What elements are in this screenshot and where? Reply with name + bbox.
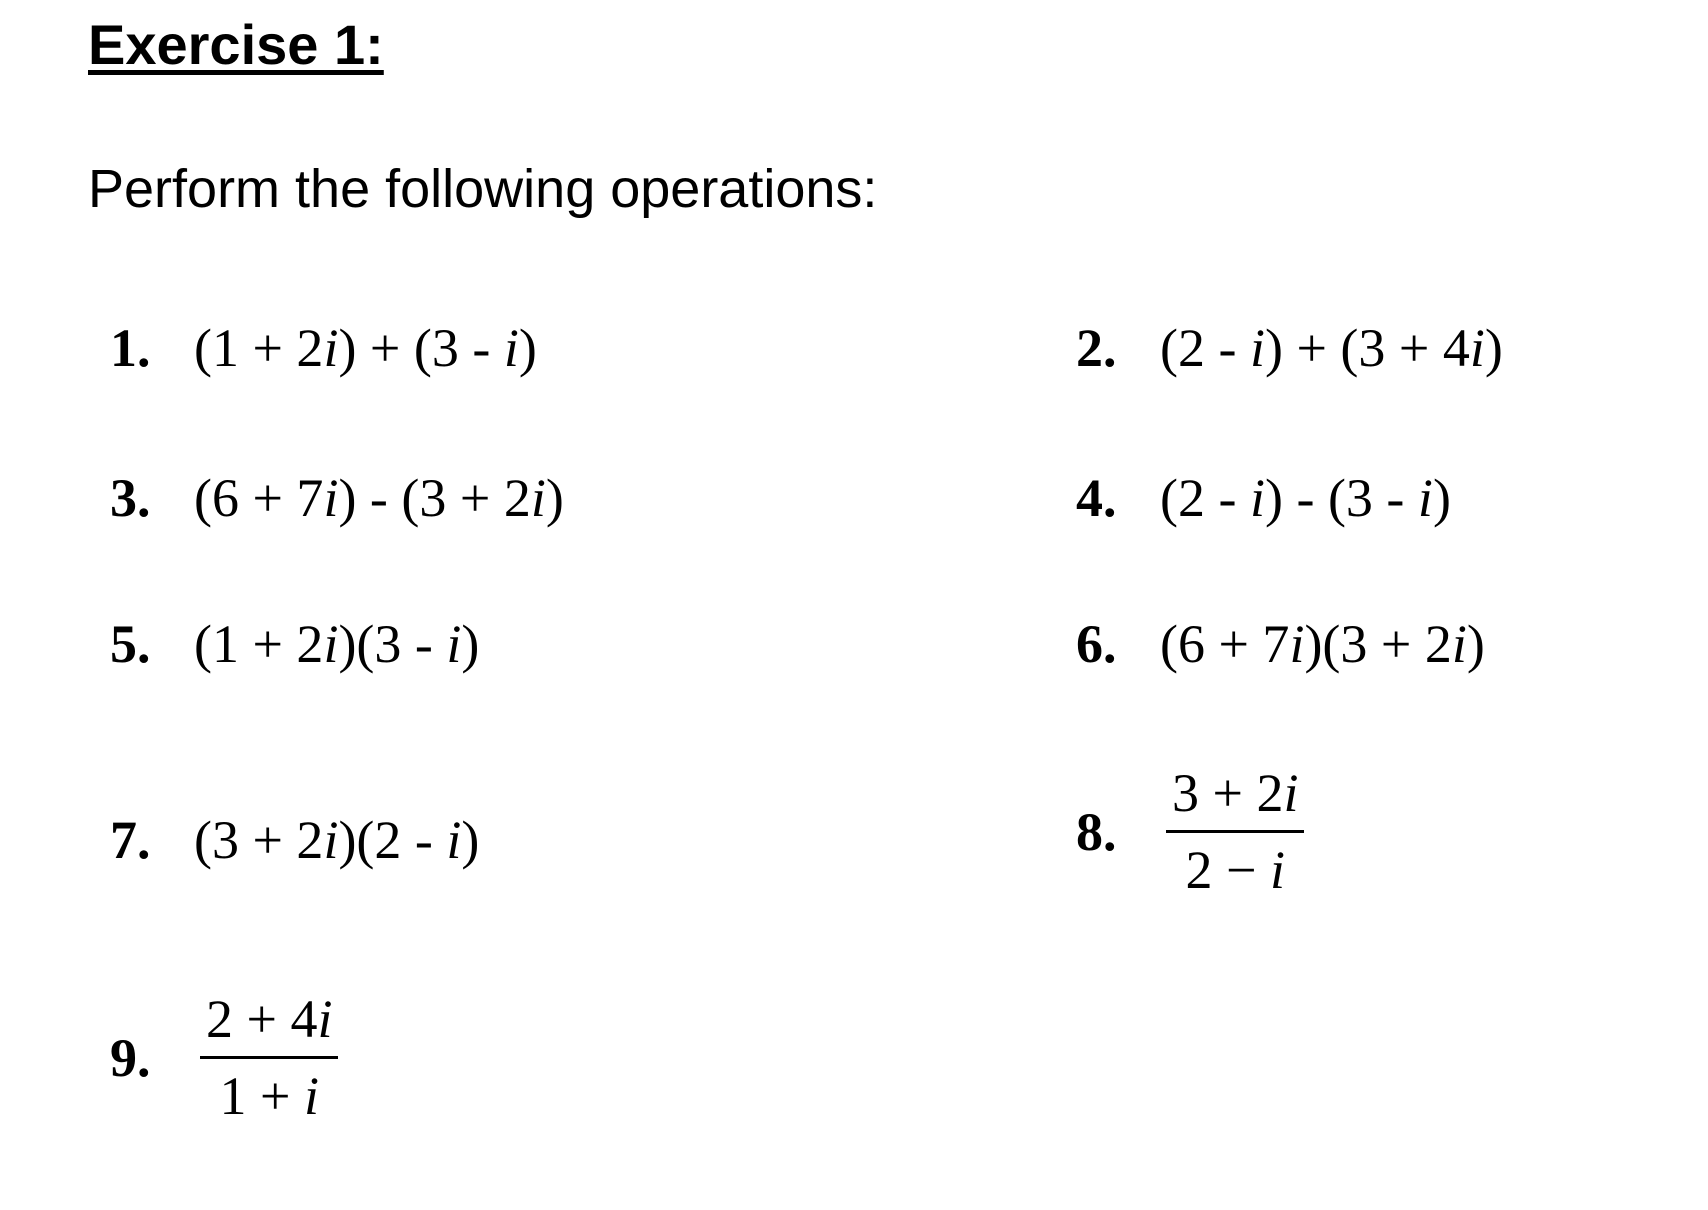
problem-number: 7. (110, 810, 151, 870)
problem-expression: (1 + 2i)(3 - i) (194, 614, 480, 674)
exercise-title: Exercise 1: (88, 13, 384, 76)
problem-8 (1076, 762, 1304, 901)
instruction-text: Perform the following operations: (88, 159, 878, 219)
problem-7 (110, 808, 479, 872)
problem-2 (1076, 316, 1503, 380)
problem-expression: (1 + 2i) + (3 - i) (194, 318, 537, 378)
problem-3 (110, 466, 564, 530)
problem-6 (1076, 612, 1485, 676)
problem-number: 8. (1076, 801, 1117, 862)
problem-number: 6. (1076, 614, 1117, 674)
problem-expression: (2 - i) + (3 + 4i) (1160, 318, 1503, 378)
problem-number: 4. (1076, 468, 1117, 528)
problem-expression: (2 - i) - (3 - i) (1160, 468, 1451, 528)
problem-number: 2. (1076, 318, 1117, 378)
fraction-numerator: 3 + 2i (1172, 763, 1299, 823)
problem-4 (1076, 466, 1451, 530)
problem-number: 1. (110, 318, 151, 378)
fraction-numerator: 2 + 4i (206, 989, 333, 1049)
problem-expression: (3 + 2i)(2 - i) (194, 810, 480, 870)
problem-number: 3. (110, 468, 151, 528)
problem-expression: (6 + 7i)(3 + 2i) (1160, 614, 1485, 674)
problem-number: 9. (110, 1027, 151, 1088)
problem-5 (110, 612, 479, 676)
fraction-denominator: 1 + i (219, 1066, 319, 1126)
fraction (1166, 762, 1304, 901)
fraction-denominator: 2 − i (1185, 840, 1285, 900)
problem-number: 5. (110, 614, 151, 674)
problem-expression: (6 + 7i) - (3 + 2i) (194, 468, 564, 528)
problem-9 (110, 988, 338, 1127)
fraction (200, 988, 338, 1127)
problem-1 (110, 316, 537, 380)
